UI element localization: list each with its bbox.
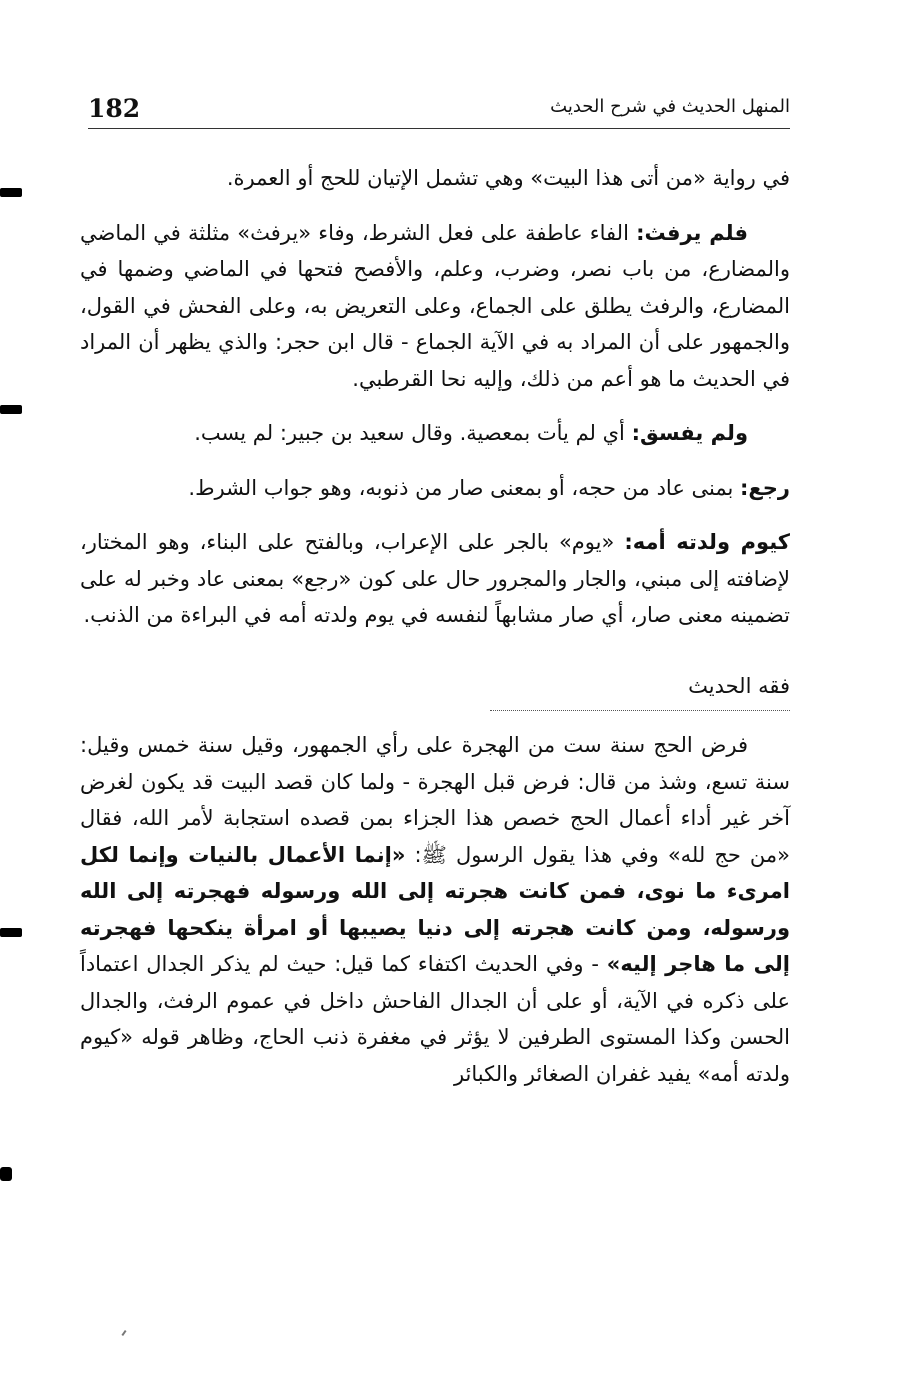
margin-mark — [0, 188, 22, 197]
term-yafsuq: ولم يفسق: — [631, 421, 748, 445]
scan-speck — [121, 1330, 126, 1336]
term-yarfuth: فلم يرفث: — [636, 220, 748, 245]
paragraph-text: فرض الحج سنة ست من الهجرة على رأي الجمهور، وقيل سنة خمس وقيل: سنة تسع، وشذ من قال: فرض قبل الهجرة - ولما كان قصد البيت قد يكون لغرض آخر غير أداء أعمال الحج خصص هذا الجزاء بمن قصده استجابة لأمر الله، فقال «من حج لله» وفي هذا يقول الرسول ﷺ: — [80, 733, 790, 867]
margin-mark — [0, 928, 22, 937]
term-rajaa: رجع: — [740, 475, 790, 500]
paragraph-yafsuq — [80, 415, 790, 452]
paragraph-text: «يوم» بالجر على الإعراب، وبالفتح على البناء، وهو المختار، لإضافته إلى مبني، والجار والمجرور حال على كون «رجع» بمعنى عاد وخبر له على تضمينه معنى صار، أي صار مشابهاً لنفسه في يوم ولدته أمه في البراءة من الذنب. — [80, 530, 790, 627]
running-title: المنهل الحديث في شرح الحديث — [550, 96, 790, 117]
paragraph-text: أي لم يأت بمعصية. وقال سعيد بن جبير: لم يسب. — [194, 421, 632, 445]
paragraph-rajaa — [80, 470, 790, 507]
paragraph-text: في رواية «من أتى هذا البيت» وهي تشمل الإتيان للحج أو العمرة. — [226, 166, 790, 190]
paragraph-yarfuth — [80, 215, 790, 398]
margin-mark — [0, 405, 22, 414]
section-heading: فقه الحديث — [490, 668, 790, 712]
paragraph-text: بمنى عاد من حجه، أو بمعنى صار من ذنوبه، وهو جواب الشرط. — [188, 475, 741, 500]
paragraph-text: الفاء عاطفة على فعل الشرط، وفاء «يرفث» مثلثة في الماضي والمضارع، من باب نصر، وضرب، وعلم، والأفصح فتحها في الماضي وضمها في المضارع، والرفث يطلق على الجماع، وعلى التعريض به، وعلى الفحش في القول، والجمهور على أن المراد به في الآية الجماع - قال ابن حجر: والذي يظهر أن المراد في الحديث ما هو أعم من ذلك، وإليه نحا القرطبي. — [80, 220, 790, 391]
paragraph-intro — [80, 160, 790, 197]
paragraph-text: - وفي الحديث اكتفاء كما قيل: حيث لم يذكر الجدال اعتماداً على ذكره في الآية، أو على أن الجدال الفاحش داخل في عموم الرفث، والجدال الحسن وكذا المستوى الطرفين لا يؤثر في مغفرة ذنب الحاج، وظاهر قوله «كيوم ولدته أمه» يفيد غفران الصغائر والكبائر — [80, 952, 790, 1086]
page-header — [88, 92, 790, 129]
term-kayawm: كيوم ولدته أمه: — [624, 530, 790, 554]
page-body — [80, 160, 790, 1110]
margin-mark — [0, 1167, 12, 1181]
page-number: 182 — [88, 94, 141, 123]
paragraph-fiqh — [80, 727, 790, 1092]
paragraph-kayawm — [80, 524, 790, 634]
hadith-quote: «إنما الأعمال بالنيات وإنما لكل امرىء ما نوى، فمن كانت هجرته إلى الله ورسوله فهجرته إلى الله ورسوله، ومن كانت هجرته إلى دنيا يصيبها أو امرأة ينكحها فهجرته إلى ما هاجر إليه» — [80, 842, 790, 976]
